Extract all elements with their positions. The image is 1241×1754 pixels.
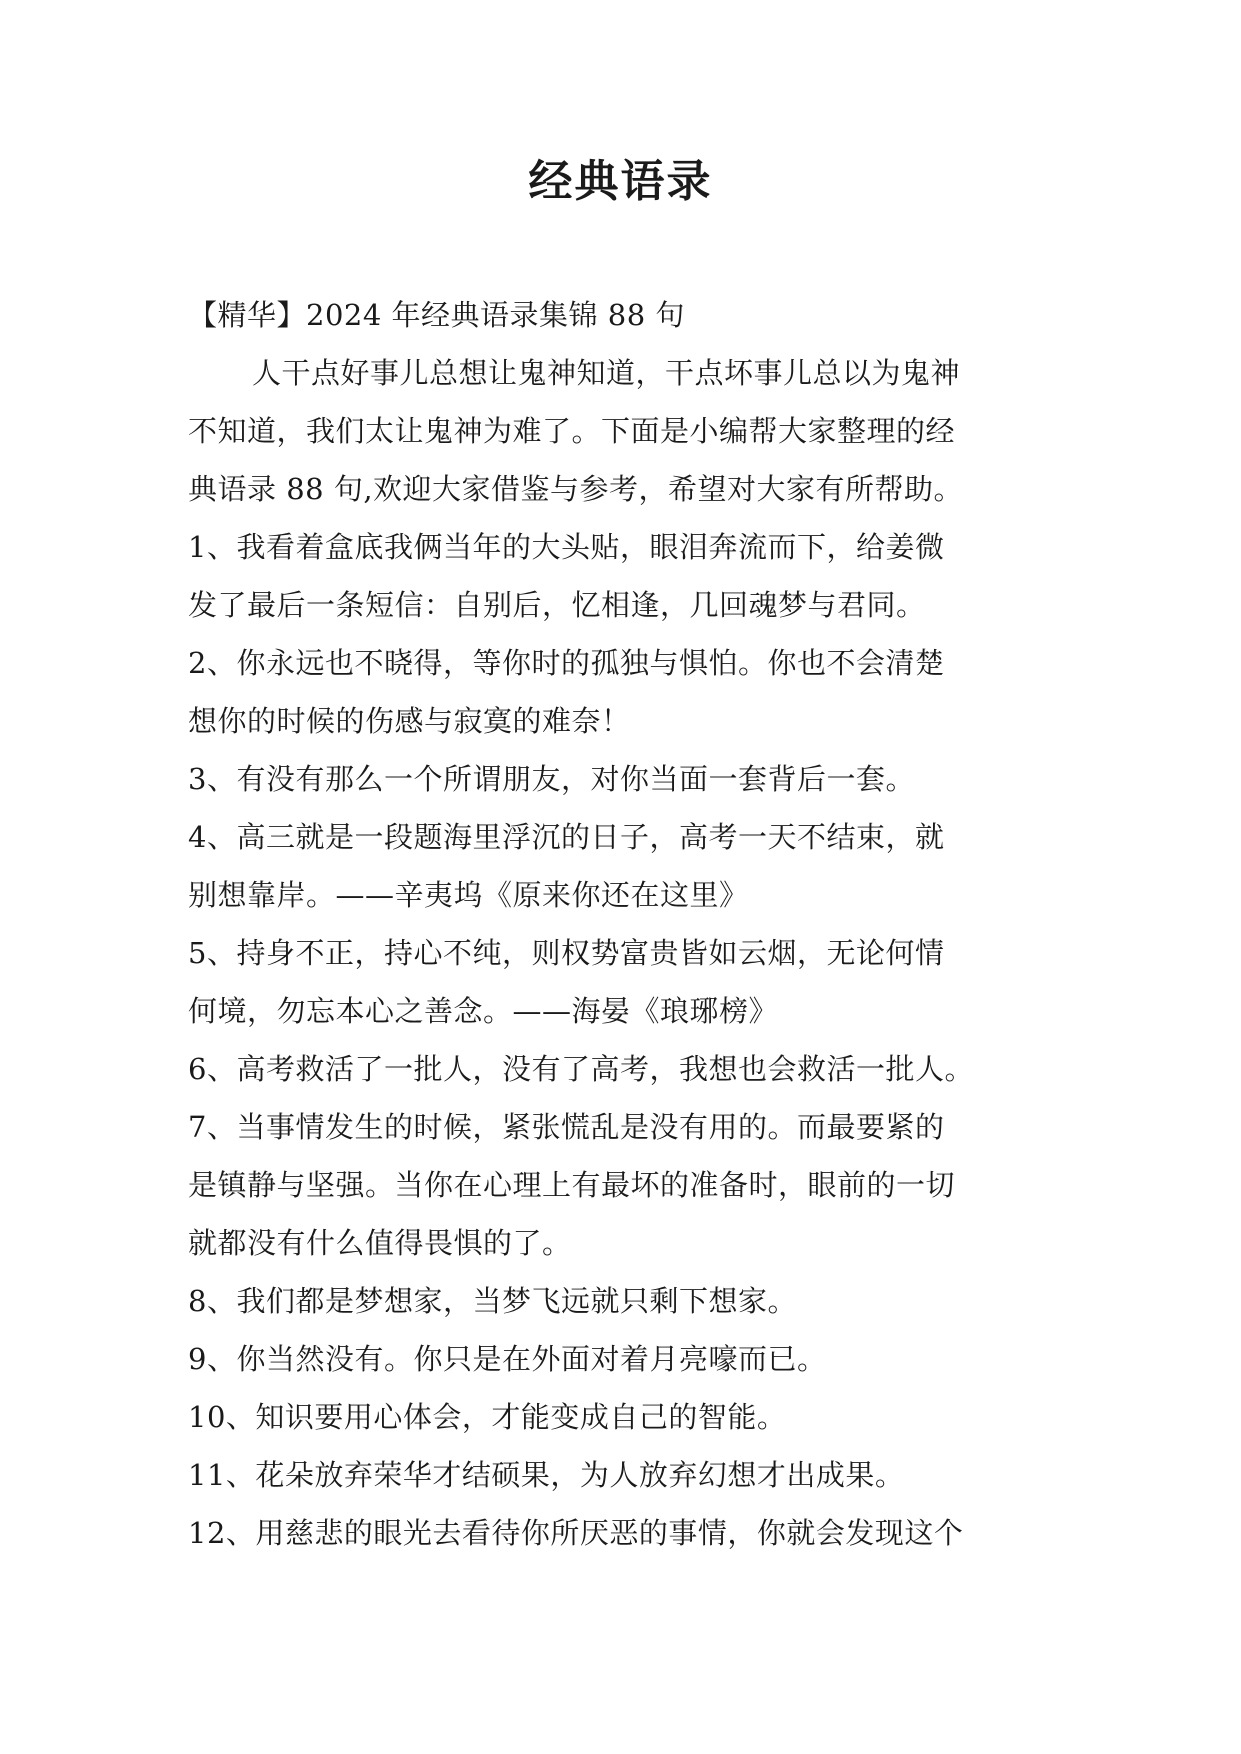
text-line: 7、当事情发生的时候，紧张慌乱是没有用的。而最要紧的 — [188, 1110, 945, 1144]
text-line: 想你的时候的伤感与寂寞的难奈！ — [188, 704, 631, 738]
text-line: 发了最后一条短信：自别后，忆相逢，几回魂梦与君同。 — [188, 588, 926, 622]
text-line: 9、你当然没有。你只是在外面对着月亮嚎而已。 — [188, 1342, 827, 1376]
text-line: 4、高三就是一段题海里浮沉的日子，高考一天不结束，就 — [188, 820, 945, 854]
text-line: 何境，勿忘本心之善念。——海晏《琅琊榜》 — [188, 994, 779, 1028]
text-line: 别想靠岸。——辛夷坞《原来你还在这里》 — [188, 878, 749, 912]
text-line: 不知道，我们太让鬼神为难了。下面是小编帮大家整理的经 — [188, 414, 956, 448]
text-line: 人干点好事儿总想让鬼神知道，干点坏事儿总以为鬼神 — [252, 356, 961, 390]
text-line: 是镇静与坚强。当你在心理上有最坏的准备时，眼前的一切 — [188, 1168, 956, 1202]
text-line: 就都没有什么值得畏惧的了。 — [188, 1226, 572, 1260]
text-line: 2、你永远也不晓得，等你时的孤独与惧怕。你也不会清楚 — [188, 646, 945, 680]
text-line: 8、我们都是梦想家，当梦飞远就只剩下想家。 — [188, 1284, 797, 1318]
text-line: 5、持身不正，持心不纯，则权势富贵皆如云烟，无论何情 — [188, 936, 945, 970]
text-line: 12、用慈悲的眼光去看待你所厌恶的事情，你就会发现这个 — [188, 1516, 964, 1550]
text-line: 11、花朵放弃荣华才结硕果，为人放弃幻想才出成果。 — [188, 1458, 905, 1492]
text-line: 典语录 88 句,欢迎大家借鉴与参考，希望对大家有所帮助。 — [188, 472, 964, 506]
document-title: 经典语录 — [528, 156, 713, 207]
text-line: 10、知识要用心体会，才能变成自己的智能。 — [188, 1400, 787, 1434]
text-line: 【精华】2024 年经典语录集锦 88 句 — [188, 298, 685, 332]
text-line: 6、高考救活了一批人，没有了高考，我想也会救活一批人。 — [188, 1052, 974, 1086]
document-body — [188, 286, 1068, 1562]
text-line: 1、我看着盒底我俩当年的大头贴，眼泪奔流而下，给姜微 — [188, 530, 945, 564]
text-line: 3、有没有那么一个所谓朋友，对你当面一套背后一套。 — [188, 762, 915, 796]
